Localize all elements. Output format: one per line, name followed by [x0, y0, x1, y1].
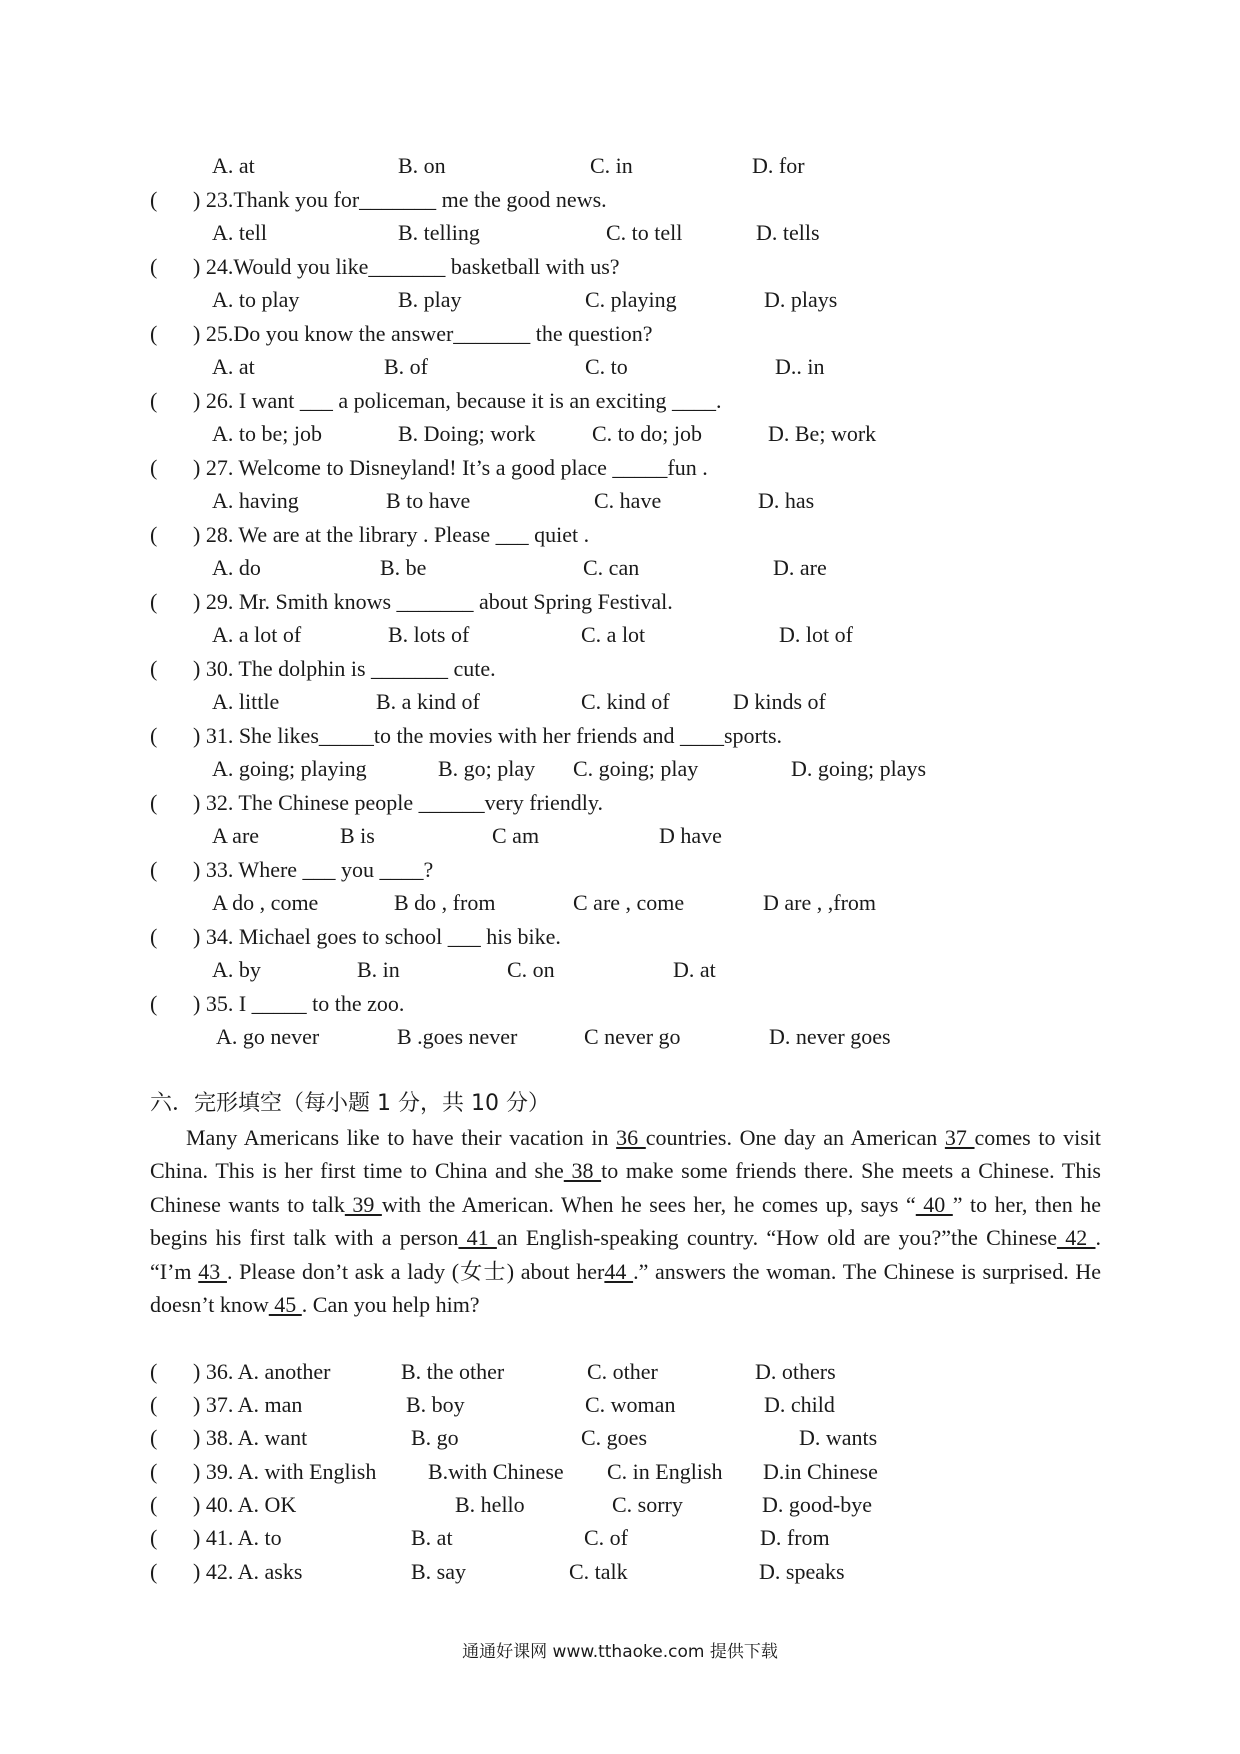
option-a: A. a lot of — [212, 622, 302, 647]
option-c: C. on — [507, 957, 555, 982]
option-a: A. at — [212, 354, 255, 379]
question-text: ) 28. We are at the library . Please ___ quiet . — [193, 522, 590, 547]
option-c: C. in — [590, 153, 633, 178]
option-b: B. telling — [398, 220, 480, 245]
option-b: B. play — [398, 287, 462, 312]
option-d: D. child — [764, 1392, 835, 1417]
question-text: ) 38. A. want — [193, 1425, 308, 1450]
answer-paren: ( — [150, 1392, 158, 1417]
answer-paren: ( — [150, 522, 158, 547]
option-a: A. go never — [216, 1024, 320, 1049]
cloze-passage — [150, 1121, 1101, 1321]
answer-paren: ( — [150, 991, 158, 1016]
question-text: ) 29. Mr. Smith knows _______ about Spring Festival. — [193, 589, 673, 614]
option-a: A do , come — [212, 890, 319, 915]
option-a: A. to play — [212, 287, 300, 312]
option-b: B is — [340, 823, 375, 848]
option-a: A. tell — [212, 220, 267, 245]
option-c: C. to do; job — [592, 421, 703, 446]
option-d: D. tells — [756, 220, 820, 245]
option-c: C. to — [585, 354, 628, 379]
option-c: C. woman — [585, 1392, 676, 1417]
question-text: ) 32. The Chinese people ______very friendly. — [193, 790, 603, 815]
blank-45: 45 — [268, 1292, 302, 1318]
answer-paren: ( — [150, 1559, 158, 1584]
question-text: ) 23.Thank you for_______ me the good news. — [193, 187, 607, 212]
question-text: ) 34. Michael goes to school ___ his bike. — [193, 924, 561, 949]
answer-paren: ( — [150, 254, 158, 279]
question-text: ) 37. A. man — [193, 1392, 303, 1417]
answer-paren: ( — [150, 1359, 158, 1384]
option-d: D. never goes — [769, 1024, 891, 1049]
passage-text: . Please don’t ask a lady (女士) about her — [226, 1258, 605, 1284]
passage-text: an English-speaking country. “How old are you?”the Chinese — [496, 1225, 1058, 1251]
option-b: B do , from — [394, 890, 496, 915]
option-d: D kinds of — [733, 689, 826, 714]
option-d: D.in Chinese — [763, 1459, 878, 1484]
blank-38: 38 — [563, 1158, 602, 1184]
option-d: D.. in — [775, 354, 825, 379]
option-c: C. can — [583, 555, 640, 580]
option-b: B. at — [411, 1525, 453, 1550]
option-a: A. little — [212, 689, 280, 714]
answer-paren: ( — [150, 857, 158, 882]
option-b: B. lots of — [388, 622, 470, 647]
blank-37: 37 — [944, 1125, 975, 1150]
option-c: C. other — [587, 1359, 658, 1384]
question-text: ) 30. The dolphin is _______ cute. — [193, 656, 496, 681]
option-d: D. for — [752, 153, 805, 178]
option-d: D. wants — [799, 1425, 878, 1450]
option-d: D. plays — [764, 287, 838, 312]
option-b: B. the other — [401, 1359, 505, 1384]
answer-paren: ( — [150, 790, 158, 815]
option-b: B to have — [386, 488, 471, 513]
option-d: D are , ,from — [763, 890, 877, 915]
option-b: B. a kind of — [376, 689, 480, 714]
option-a: A. going; playing — [212, 756, 367, 781]
option-a: A. to be; job — [212, 421, 322, 446]
answer-paren: ( — [150, 723, 158, 748]
option-b: B. go — [411, 1425, 459, 1450]
option-b: B. be — [380, 555, 427, 580]
question-text: ) 36. A. another — [193, 1359, 331, 1384]
passage-text: . “I’m — [150, 1225, 1101, 1284]
passage-text: to make some friends there. She meets a Chinese. This Chinese wants to talk — [150, 1158, 1101, 1217]
option-b: B. hello — [455, 1492, 525, 1517]
option-c: C am — [492, 823, 540, 848]
option-b: B. boy — [406, 1392, 465, 1417]
question-text: ) 27. Welcome to Disneyland! It’s a good place _____fun . — [193, 455, 708, 480]
answer-paren: ( — [150, 1425, 158, 1450]
option-b: B. say — [411, 1559, 466, 1584]
option-c: C are , come — [573, 890, 685, 915]
option-a: A. do — [212, 555, 261, 580]
blank-44: 44 — [604, 1258, 634, 1284]
answer-paren: ( — [150, 656, 158, 681]
answer-paren: ( — [150, 1492, 158, 1517]
option-d: D. Be; work — [768, 421, 877, 446]
option-c: C. to tell — [606, 220, 683, 245]
option-c: C. talk — [569, 1559, 628, 1584]
option-a: A. at — [212, 153, 255, 178]
option-c: C. sorry — [612, 1492, 683, 1517]
blank-39: 39 — [344, 1191, 382, 1217]
question-text: ) 40. A. OK — [193, 1492, 297, 1517]
option-c: C never go — [584, 1024, 681, 1049]
question-text: ) 35. I _____ to the zoo. — [193, 991, 405, 1016]
question-text: ) 42. A. asks — [193, 1559, 303, 1584]
option-a: A. by — [212, 957, 261, 982]
option-b: B. in — [357, 957, 400, 982]
passage-text: .” answers the woman. The Chinese is surprised. He doesn’t know — [150, 1258, 1102, 1318]
question-text: ) 33. Where ___ you ____? — [193, 857, 434, 882]
option-b: B. Doing; work — [398, 421, 536, 446]
answer-paren: ( — [150, 388, 158, 413]
option-d: D. from — [760, 1525, 830, 1550]
option-b: B .goes never — [397, 1024, 518, 1049]
option-d: D. speaks — [759, 1559, 845, 1584]
option-c: C. playing — [585, 287, 677, 312]
answer-paren: ( — [150, 1459, 158, 1484]
option-a: A are — [212, 823, 260, 848]
option-d: D. has — [758, 488, 815, 513]
passage-text: Many Americans like to have their vacation in — [186, 1125, 617, 1150]
option-b: B.with Chinese — [428, 1459, 564, 1484]
passage-text: with the American. When he sees her, he comes up, says “ — [381, 1191, 916, 1217]
answer-paren: ( — [150, 455, 158, 480]
answer-paren: ( — [150, 1525, 158, 1550]
option-c: C. going; play — [573, 756, 699, 781]
question-text: ) 24.Would you like_______ basketball with us? — [193, 254, 620, 279]
blank-40: 40 — [915, 1191, 953, 1217]
blank-36: 36 — [616, 1125, 646, 1150]
blank-42: 42 — [1057, 1225, 1096, 1251]
passage-text: countries. One day an American — [645, 1125, 945, 1150]
option-c: C. in English — [607, 1459, 723, 1484]
blank-41: 41 — [458, 1225, 497, 1251]
question-text: ) 25.Do you know the answer_______ the question? — [193, 321, 653, 346]
footer-credit: 通通好课网 www.tthaoke.com 提供下载 — [462, 1642, 778, 1662]
passage-text: comes to visit China. This is her first time to China and she — [150, 1125, 1102, 1184]
blank-43: 43 — [198, 1258, 227, 1284]
passage-text: . Can you help him? — [301, 1292, 480, 1318]
option-d: D. at — [673, 957, 716, 982]
option-d: D. lot of — [779, 622, 853, 647]
option-c: C. have — [594, 488, 662, 513]
option-b: B. go; play — [438, 756, 536, 781]
option-c: C. a lot — [581, 622, 646, 647]
question-text: ) 31. She likes_____to the movies with her friends and ____sports. — [193, 723, 783, 748]
section-title: 六．完形填空（每小题 1 分，共 10 分） — [150, 1091, 550, 1116]
option-d: D have — [659, 823, 722, 848]
question-text: ) 26. I want ___ a policeman, because it is an exciting ____. — [193, 388, 722, 413]
option-d: D. are — [773, 555, 827, 580]
option-c: C. of — [584, 1525, 628, 1550]
option-c: C. goes — [581, 1425, 647, 1450]
option-d: D. others — [755, 1359, 836, 1384]
option-b: B. on — [398, 153, 446, 178]
option-b: B. of — [384, 354, 428, 379]
option-c: C. kind of — [581, 689, 670, 714]
passage-text: ” to her, then he begins his first talk with a person — [150, 1191, 1102, 1251]
question-text: ) 41. A. to — [193, 1525, 282, 1550]
answer-paren: ( — [150, 589, 158, 614]
option-d: D. going; plays — [791, 756, 927, 781]
answer-paren: ( — [150, 924, 158, 949]
option-a: A. having — [212, 488, 299, 513]
question-text: ) 39. A. with English — [193, 1459, 377, 1484]
answer-paren: ( — [150, 187, 158, 212]
answer-paren: ( — [150, 321, 158, 346]
option-d: D. good-bye — [762, 1492, 872, 1517]
